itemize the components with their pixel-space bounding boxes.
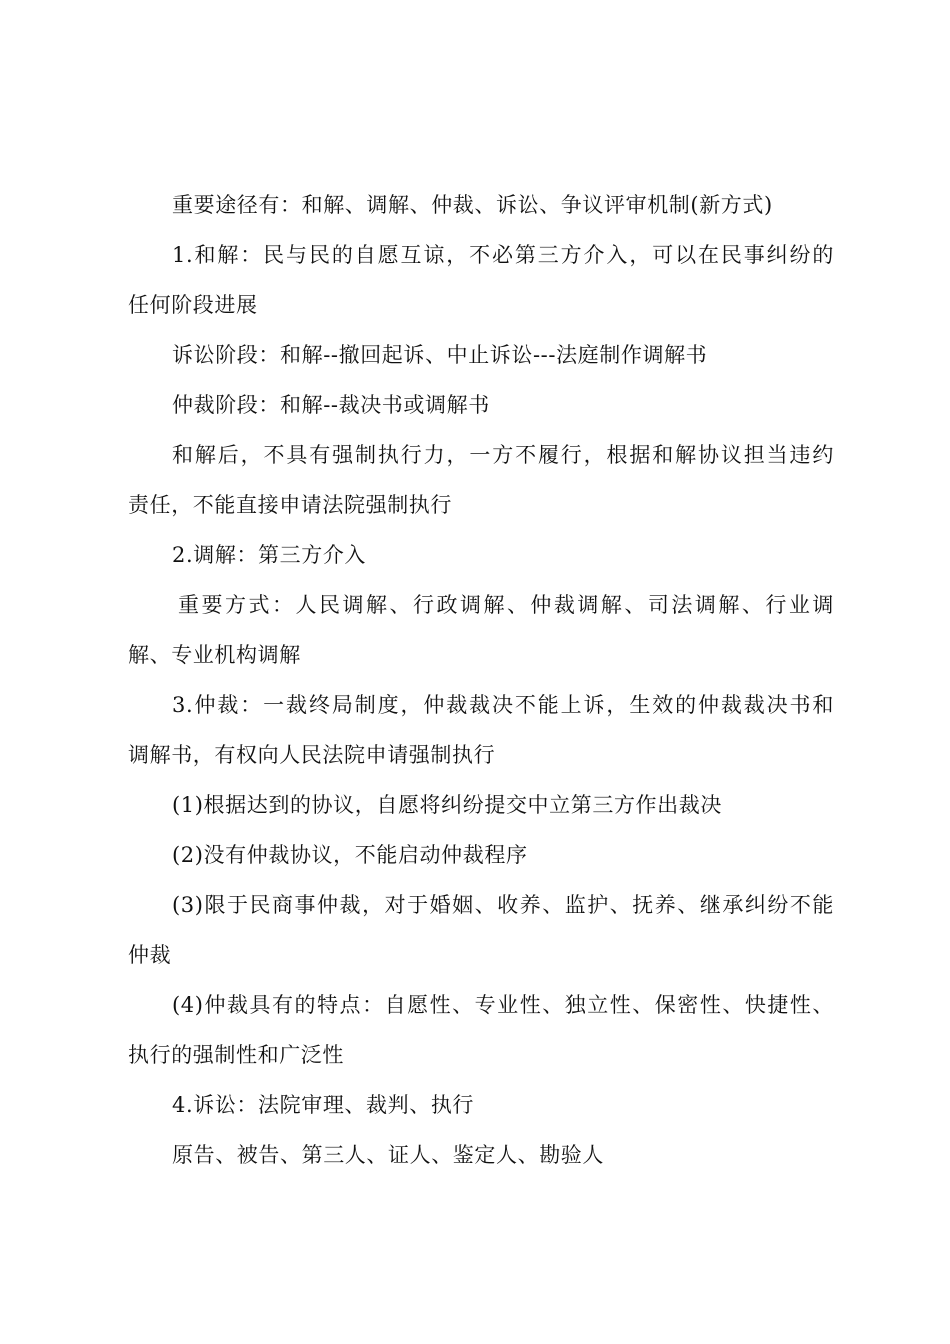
paragraph-litigation-stage: 诉讼阶段：和解--撤回起诉、中止诉讼---法庭制作调解书 bbox=[172, 343, 708, 367]
list-item-arbitration-3: (3)限于民商事仲裁，对于婚姻、收养、监护、抚养、继承纠纷不能 bbox=[172, 893, 834, 917]
paragraph-arbitration-stage: 仲裁阶段：和解--裁决书或调解书 bbox=[172, 393, 490, 417]
paragraph-mediation-methods: 重要方式：人民调解、行政调解、仲裁调解、司法调解、行业调 bbox=[178, 593, 834, 617]
heading-reconciliation: 1.和解：民与民的自愿互谅，不必第三方介入，可以在民事纠纷的 bbox=[172, 243, 834, 267]
heading-litigation: 4.诉讼：法院审理、裁判、执行 bbox=[172, 1093, 475, 1117]
paragraph-reconciliation-continued: 任何阶段进展 bbox=[128, 293, 258, 317]
list-item-arbitration-2: (2)没有仲裁协议，不能启动仲裁程序 bbox=[172, 843, 528, 867]
paragraph-main-approaches: 重要途径有：和解、调解、仲裁、诉讼、争议评审机制(新方式) bbox=[172, 193, 773, 217]
paragraph-mediation-methods-continued: 解、专业机构调解 bbox=[128, 643, 301, 667]
heading-arbitration: 3.仲裁：一裁终局制度，仲裁裁决不能上诉，生效的仲裁裁决书和 bbox=[172, 693, 834, 717]
heading-mediation: 2.调解：第三方介入 bbox=[172, 543, 367, 567]
list-item-arbitration-1: (1)根据达到的协议，自愿将纠纷提交中立第三方作出裁决 bbox=[172, 793, 722, 817]
list-item-arbitration-3-continued: 仲裁 bbox=[128, 943, 172, 967]
list-item-arbitration-4-continued: 执行的强制性和广泛性 bbox=[128, 1043, 344, 1067]
paragraph-after-reconciliation-continued: 责任，不能直接申请法院强制执行 bbox=[128, 493, 452, 517]
paragraph-after-reconciliation: 和解后，不具有强制执行力，一方不履行，根据和解协议担当违约 bbox=[172, 443, 834, 467]
paragraph-arbitration-continued: 调解书，有权向人民法院申请强制执行 bbox=[128, 743, 496, 767]
list-item-arbitration-4: (4)仲裁具有的特点：自愿性、专业性、独立性、保密性、快捷性、 bbox=[172, 993, 834, 1017]
paragraph-litigation-parties: 原告、被告、第三人、证人、鉴定人、勘验人 bbox=[172, 1143, 604, 1167]
